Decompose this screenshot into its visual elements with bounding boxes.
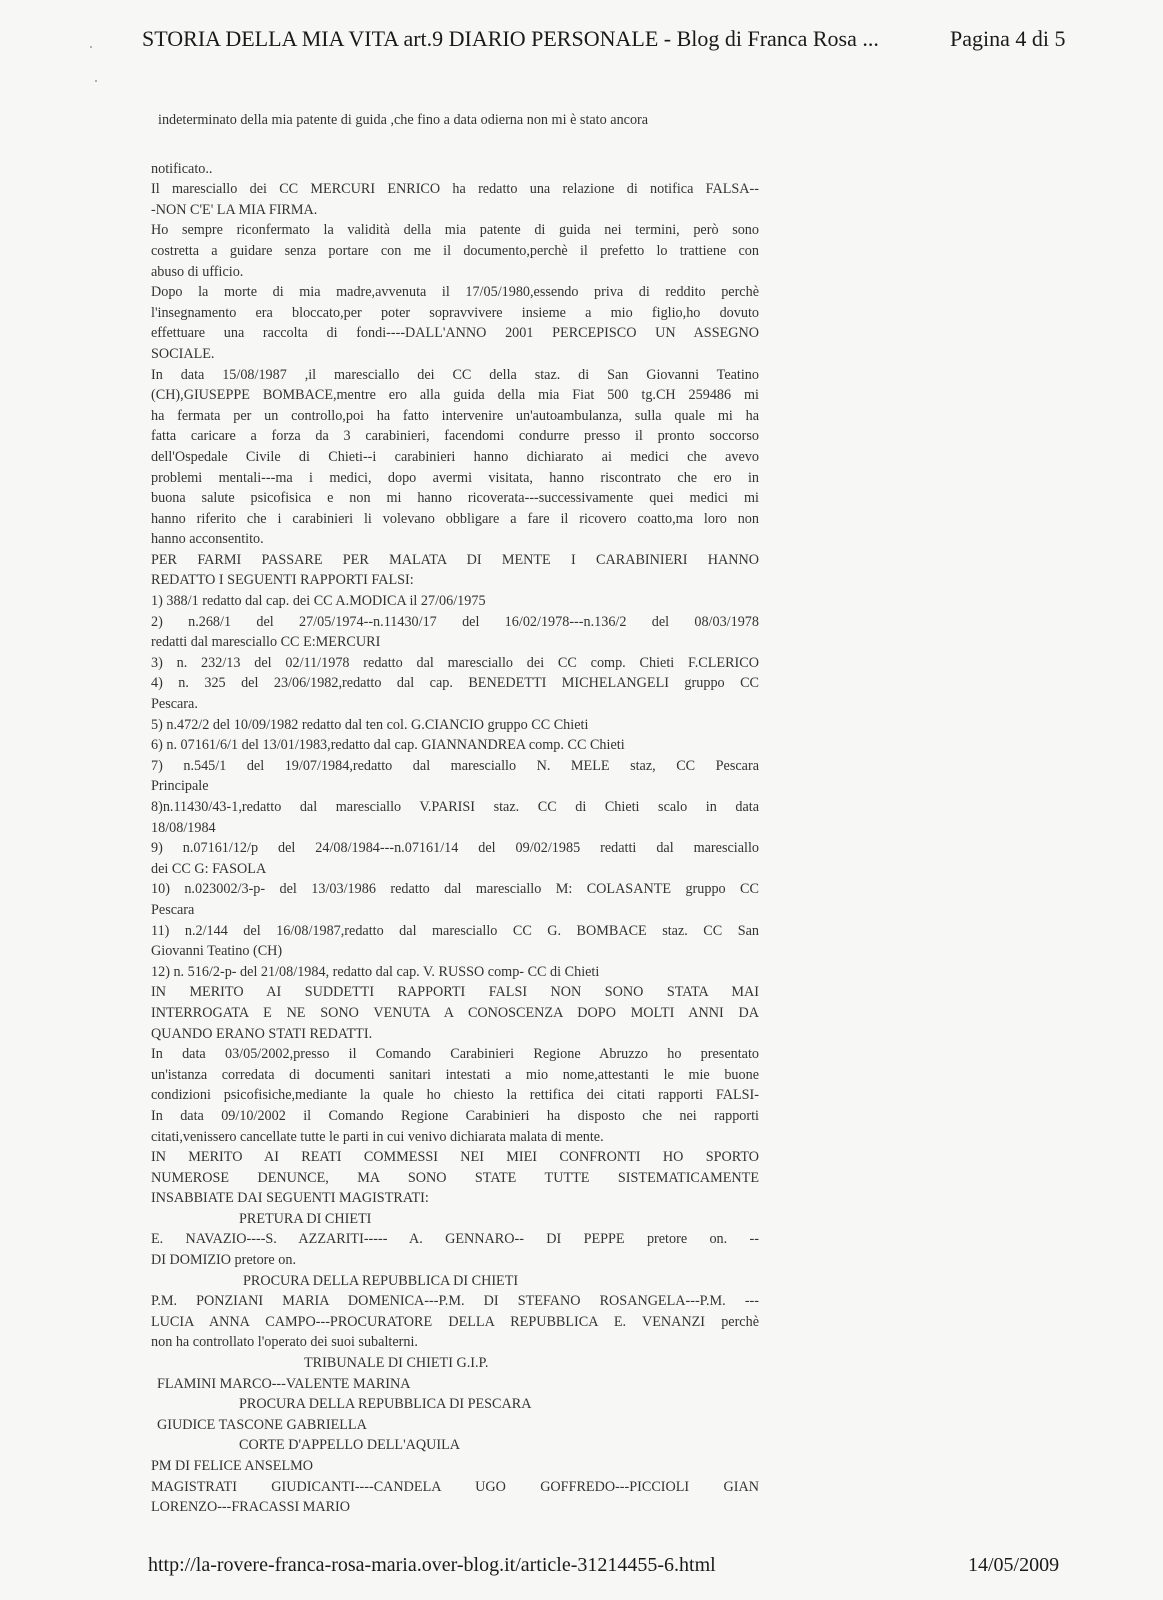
text-line: 1) 388/1 redatto dal cap. dei CC A.MODICA il 27/06/1975 (151, 593, 486, 610)
text-line: 9) n.07161/12/p del 24/08/1984---n.07161/14 del 09/02/1985 redatti dal maresciallo (151, 840, 759, 857)
text-line: Pescara (151, 901, 195, 918)
text-line: Il maresciallo dei CC MERCURI ENRICO ha redatto una relazione di notifica FALSA-- (151, 181, 759, 198)
text-line: Principale (151, 778, 209, 795)
text-line: condizioni psicofisiche,mediante la quale ho chiesto la rettifica dei citati rapporti FALSI- (151, 1087, 759, 1104)
document-body (151, 110, 759, 1518)
text-line: non ha controllato l'operato dei suoi subalterni. (151, 1334, 418, 1351)
text-line: SOCIALE. (151, 345, 215, 362)
text-line: DI DOMIZIO pretore on. (151, 1252, 296, 1269)
text-line: 7) n.545/1 del 19/07/1984,redatto dal maresciallo N. MELE staz, CC Pescara (151, 757, 759, 774)
footer-date: 14/05/2009 (968, 1554, 1060, 1576)
text-line: Giovanni Teatino (CH) (151, 943, 283, 960)
text-line: IN MERITO AI SUDDETTI RAPPORTI FALSI NON SONO STATA MAI (151, 984, 759, 1001)
text-line: E. NAVAZIO----S. AZZARITI----- A. GENNARO-- DI PEPPE pretore on. -- (151, 1231, 759, 1248)
text-line: FLAMINI MARCO---VALENTE MARINA (157, 1375, 411, 1392)
text-line: notificato.. (151, 160, 213, 177)
text-line: Pescara. (151, 696, 198, 713)
text-line: 3) n. 232/13 del 02/11/1978 redatto dal maresciallo dei CC comp. Chieti F.CLERICO (151, 654, 759, 671)
text-line: QUANDO ERANO STATI REDATTI. (151, 1025, 373, 1042)
text-line: indeterminato della mia patente di guida ,che fino a data odierna non mi è stato ancora (158, 112, 649, 128)
section-heading: PROCURA DELLA REPUBBLICA DI PESCARA (239, 1396, 532, 1413)
text-line: -NON C'E' LA MIA FIRMA. (151, 201, 318, 218)
text-line: 2) n.268/1 del 27/05/1974--n.11430/17 del 16/02/1978---n.136/2 del 08/03/1978 (151, 613, 759, 630)
text-line: 5) n.472/2 del 10/09/1982 redatto dal ten col. G.CIANCIO gruppo CC Chieti (151, 716, 589, 733)
text-line: effettuare una raccolta di fondi----DALL'ANNO 2001 PERCEPISCO UN ASSEGNO (151, 325, 759, 342)
text-line: NUMEROSE DENUNCE, MA SONO STATE TUTTE SISTEMATICAMENTE (151, 1169, 759, 1186)
text-line: INSABBIATE DAI SEGUENTI MAGISTRATI: (151, 1190, 429, 1207)
text-line: In data 09/10/2002 il Comando Regione Carabinieri ha disposto che nei rapporti (151, 1107, 759, 1124)
text-line: citati,venissero cancellate tutte le parti in cui venivo dichiarata malata di mente. (151, 1128, 604, 1145)
text-line: Dopo la morte di mia madre,avvenuta il 17/05/1980,essendo priva di reddito perchè (151, 284, 759, 301)
text-line: PER FARMI PASSARE PER MALATA DI MENTE I CARABINIERI HANNO (151, 551, 759, 568)
text-line: REDATTO I SEGUENTI RAPPORTI FALSI: (151, 572, 414, 589)
section-heading: PROCURA DELLA REPUBBLICA DI CHIETI (243, 1272, 519, 1289)
text-line: abuso di ufficio. (151, 263, 244, 280)
section-heading: CORTE D'APPELLO DELL'AQUILA (239, 1437, 460, 1454)
text-line: 12) n. 516/2-p- del 21/08/1984, redatto dal cap. V. RUSSO comp- CC di Chieti (151, 963, 600, 980)
text-line: MAGISTRATI GIUDICANTI----CANDELA UGO GOFFREDO---PICCIOLI GIAN (151, 1478, 759, 1495)
text-line: PM DI FELICE ANSELMO (151, 1458, 313, 1474)
text-line: dell'Ospedale Civile di Chieti--i carabinieri hanno dichiarato ai medici che avevo (151, 448, 759, 465)
text-line: ha fermata per un controllo,poi ha fatto intervenire un'autoambulanza, sulla quale mi ha (151, 407, 759, 424)
section-heading: PRETURA DI CHIETI (239, 1210, 372, 1227)
text-line: hanno riferito che i carabinieri li volevano obbligare a fare il ricovero coatto,ma loro non (151, 510, 759, 527)
text-line: P.M. PONZIANI MARIA DOMENICA---P.M. DI STEFANO ROSANGELA---P.M. --- (151, 1293, 759, 1310)
text-line: IN MERITO AI REATI COMMESSI NEI MIEI CONFRONTI HO SPORTO (151, 1149, 759, 1166)
text-line: LORENZO---FRACASSI MARIO (151, 1499, 351, 1516)
text-line: GIUDICE TASCONE GABRIELLA (157, 1416, 367, 1433)
text-line: Ho sempre riconfermato la validità della mia patente di guida nei termini, però sono (151, 222, 759, 239)
text-line: problemi mentali---ma i medici, dopo avermi visitata, hanno riscontrato che ero in (151, 469, 759, 486)
text-line: 18/08/1984 (151, 819, 216, 836)
text-line: LUCIA ANNA CAMPO---PROCURATORE DELLA REPUBBLICA E. VENANZI perchè (151, 1313, 759, 1330)
text-line: buona salute psicofisica e non mi hanno ricoverata---successivamente quei medici mi (151, 490, 759, 507)
text-line: l'insegnamento era bloccato,per poter sopravvivere insieme a mio figlio,ho dovuto (151, 304, 759, 321)
header-page-number: Pagina 4 di 5 (950, 26, 1066, 51)
text-line: dei CC G: FASOLA (151, 860, 267, 877)
text-line: hanno acconsentito. (151, 531, 264, 548)
text-line: In data 15/08/1987 ,il maresciallo dei CC della staz. di San Giovanni Teatino (151, 366, 759, 383)
text-line: 10) n.023002/3-p- del 13/03/1986 redatto dal maresciallo M: COLASANTE gruppo CC (151, 881, 759, 898)
text-line: 6) n. 07161/6/1 del 13/01/1983,redatto dal cap. GIANNANDREA comp. CC Chieti (151, 737, 625, 754)
text-line: In data 03/05/2002,presso il Comando Carabinieri Regione Abruzzo ho presentato (151, 1046, 759, 1063)
text-line: costretta a guidare senza portare con me il documento,perchè il prefetto lo trattiene con (151, 242, 759, 259)
text-line: INTERROGATA E NE SONO VENUTA A CONOSCENZA DOPO MOLTI ANNI DA (151, 1004, 759, 1021)
text-line: fatta caricare a forza da 3 carabinieri, facendomi condurre presso il pronto soccorso (151, 428, 759, 445)
text-line: 8)n.11430/43-1,redatto dal maresciallo V.PARISI staz. CC di Chieti scalo in data (151, 799, 759, 815)
text-line: (CH),GIUSEPPE BOMBACE,mentre ero alla guida della mia Fiat 500 tg.CH 259486 mi (151, 387, 759, 404)
text-line: un'istanza corredata di documenti sanitari intestati a mio nome,attestanti le mie buone (151, 1066, 759, 1083)
header-title: STORIA DELLA MIA VITA art.9 DIARIO PERSONALE - Blog di Franca Rosa ... (142, 26, 879, 51)
text-line: 11) n.2/144 del 16/08/1987,redatto dal maresciallo CC G. BOMBACE staz. CC San (151, 922, 759, 939)
text-line: redatti dal maresciallo CC E:MERCURI (151, 634, 381, 651)
footer-url: http://la-rovere-franca-rosa-maria.over-blog.it/article-31214455-6.html (148, 1554, 716, 1576)
section-heading: TRIBUNALE DI CHIETI G.I.P. (304, 1355, 489, 1372)
text-line: 4) n. 325 del 23/06/1982,redatto dal cap. BENEDETTI MICHELANGELI gruppo CC (151, 675, 759, 692)
